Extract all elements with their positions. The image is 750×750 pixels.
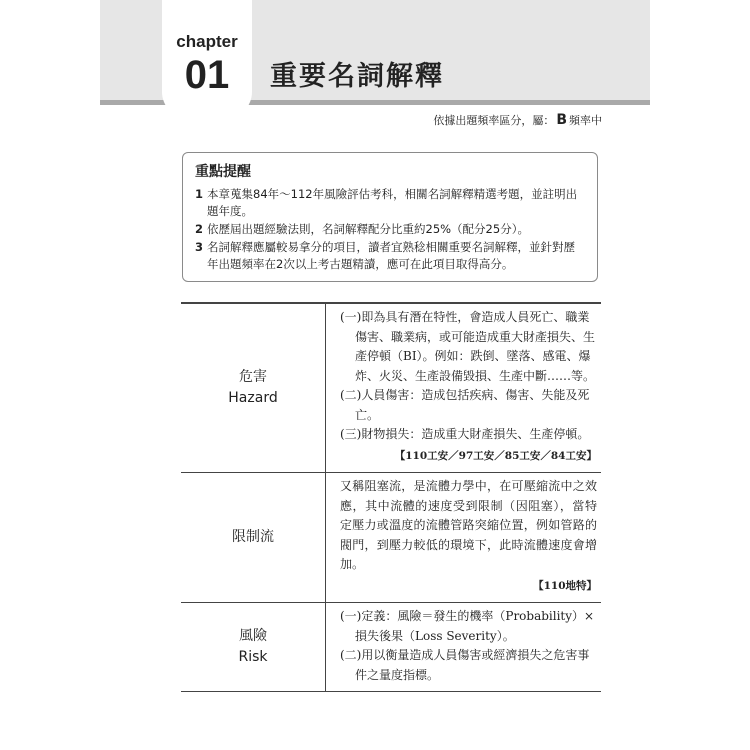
definition-cell	[326, 473, 602, 603]
exam-source: 【110地特】	[533, 579, 597, 592]
definition-cell	[326, 603, 602, 692]
frequency-grade: B	[556, 112, 567, 128]
terms-table	[181, 302, 601, 692]
term-en: Risk	[238, 649, 268, 665]
definition-item: (二)人員傷害：造成包括疾病、傷害、失能及死亡。	[340, 388, 590, 422]
key-point-text: 名詞解釋應屬較易拿分的項目，讀者宜熟稔相關重要名詞解釋，並針對歷年出題頻率在2次以上考古題精讀，應可在此項目取得高分。	[207, 240, 575, 271]
term-cell	[181, 473, 326, 603]
key-point-number: 3	[195, 240, 204, 254]
frequency-prefix: 依據出題頻率區分，屬：	[433, 114, 555, 127]
key-point-text: 依歷屆出題經驗法則，名詞解釋配分比重約25%（配分25分）。	[207, 222, 529, 236]
definition-item: (一)即為具有潛在特性，會造成人員死亡、職業傷害、職業病，或可能造成重大財產損失、生產停頓（BI）。例如：跌倒、墜落、感電、爆炸、火災、生產設備毀損、生產中斷……等。	[340, 310, 596, 383]
term-cell	[181, 603, 326, 692]
definition-item: (三)財物損失：造成重大財產損失、生產停頓。	[340, 427, 590, 441]
term-cell	[181, 303, 326, 473]
exam-source: 【110工安／97工安／85工安／84工安】	[394, 449, 597, 462]
key-point-item	[195, 186, 583, 220]
table-row	[181, 603, 601, 692]
table-row	[181, 303, 601, 473]
key-points-title: 重點提醒	[195, 164, 251, 180]
key-points-box	[182, 152, 598, 282]
chapter-number: 01	[184, 53, 230, 97]
definition-item: (一)定義：風險＝發生的機率（Probability）×損失後果（Loss Severity）。	[340, 609, 595, 643]
frequency-suffix: 頻率中	[569, 114, 602, 127]
frequency-line	[433, 112, 602, 128]
chapter-tab	[162, 0, 252, 118]
term-zh: 限制流	[232, 529, 274, 545]
table-row	[181, 473, 601, 603]
definition-item: (二)用以衡量造成人員傷害或經濟損失之危害事件之量度指標。	[340, 648, 590, 682]
term-zh: 風險	[239, 628, 267, 644]
term-en: Hazard	[228, 390, 278, 406]
definition-text: 又稱阻塞流，是流體力學中，在可壓縮流中之效應，其中流體的速度受到限制（因阻塞），當特定壓力或溫度的流體管路突縮位置，例如管路的閥門，到壓力較低的環境下，此時流體速度會增加。	[340, 479, 597, 571]
key-point-item	[195, 239, 583, 273]
key-point-number: 2	[195, 222, 204, 236]
term-zh: 危害	[239, 369, 267, 385]
key-point-number: 1	[195, 187, 204, 201]
key-point-item	[195, 221, 583, 238]
definition-cell	[326, 303, 602, 473]
chapter-title: 重要名詞解釋	[270, 61, 444, 92]
key-point-text: 本章蒐集84年～112年風險評估考科，相關名詞解釋精選考題，並註明出題年度。	[207, 187, 578, 218]
chapter-label: chapter	[176, 32, 238, 51]
